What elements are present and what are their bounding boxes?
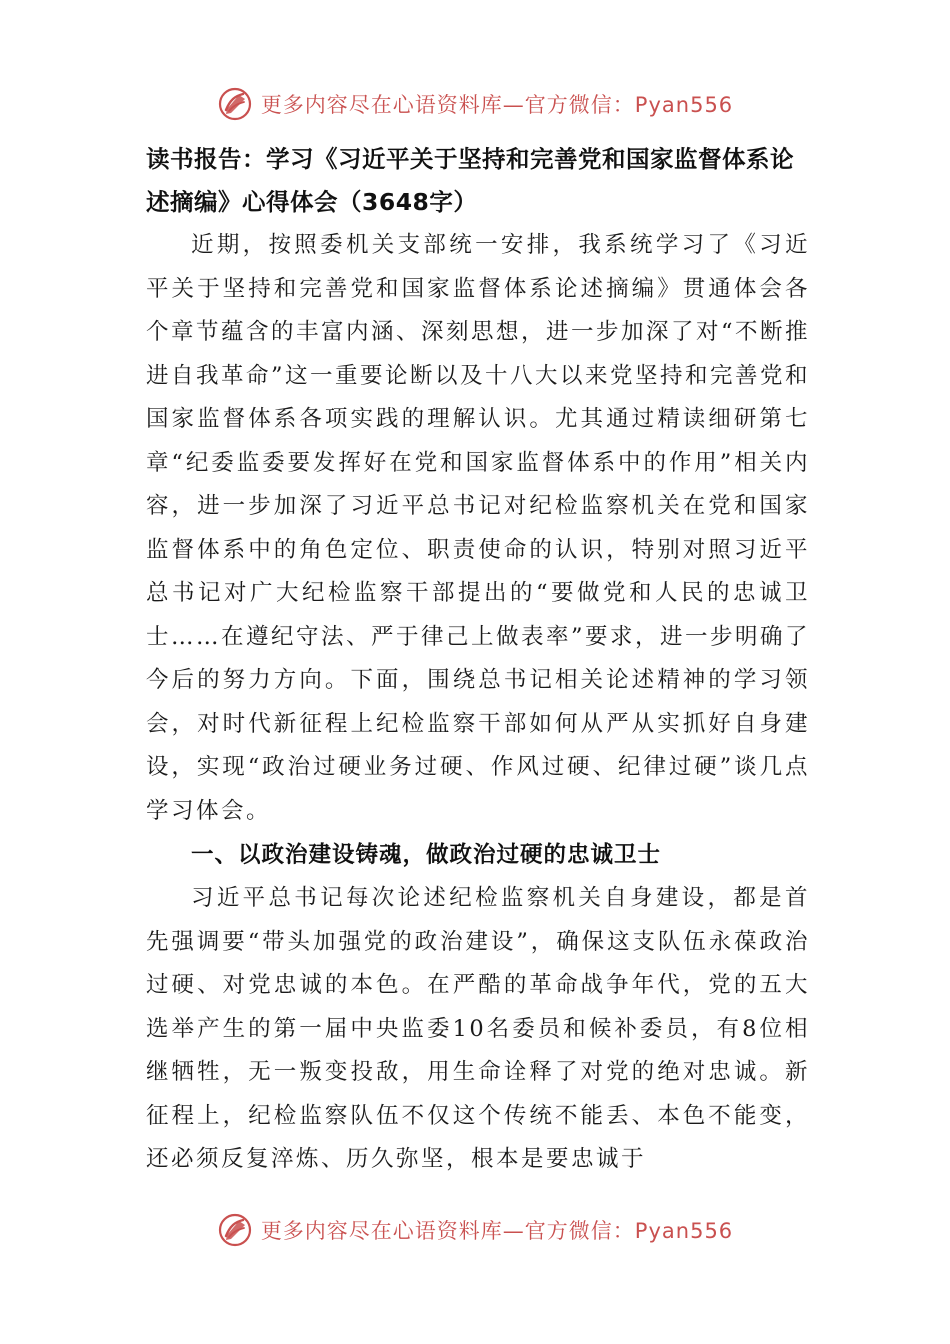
- watermark-text: 更多内容尽在心语资料库—官方微信：Pyan556: [260, 93, 734, 117]
- signature-pen-logo-icon: [217, 1212, 253, 1248]
- signature-pen-logo-icon: [217, 86, 253, 122]
- document-title: 读书报告：学习《习近平关于坚持和完善党和国家监督体系论述摘编》心得体会（3648字）: [146, 145, 794, 216]
- footer-watermark: [0, 1210, 950, 1250]
- watermark-text: 更多内容尽在心语资料库—官方微信：Pyan556: [260, 1219, 734, 1243]
- section-1-paragraph: 习近平总书记每次论述纪检监察机关自身建设，都是首先强调要“带头加强党的政治建设”，确保这支队伍永葆政治过硬、对党忠诚的本色。在严酷的革命战争年代，党的五大选举产生的第一届中央监委10名委员和候补委员，有8位相继牺牲，无一叛变投敌，用生命诠释了对党的绝对忠诚。新征程上，纪检监察队伍不仅这个传统不能丢、本色不能变，还必须反复淬炼、历久弥坚，根本是要忠诚于: [146, 885, 810, 1172]
- document-body: [146, 138, 810, 1182]
- section-heading-1: 一、以政治建设铸魂，做政治过硬的忠诚卫士: [191, 842, 662, 868]
- intro-paragraph: 近期，按照委机关支部统一安排，我系统学习了《习近平关于坚持和完善党和国家监督体系论述摘编》贯通体会各个章节蕴含的丰富内涵、深刻思想，进一步加深了对“不断推进自我革命”这一重要论断以及十八大以来党坚持和完善党和国家监督体系各项实践的理解认识。尤其通过精读细研第七章“纪委监委要发挥好在党和国家监督体系中的作用”相关内容，进一步加深了习近平总书记对纪检监察机关在党和国家监督体系中的角色定位、职责使命的认识，特别对照习近平总书记对广大纪检监察干部提出的“要做党和人民的忠诚卫士……在遵纪守法、严于律己上做表率”要求，进一步明确了今后的努力方向。下面，围绕总书记相关论述精神的学习领会，对时代新征程上纪检监察干部如何从严从实抓好自身建设，实现“政治过硬业务过硬、作风过硬、纪律过硬”谈几点学习体会。: [146, 232, 811, 824]
- header-watermark: [0, 84, 950, 124]
